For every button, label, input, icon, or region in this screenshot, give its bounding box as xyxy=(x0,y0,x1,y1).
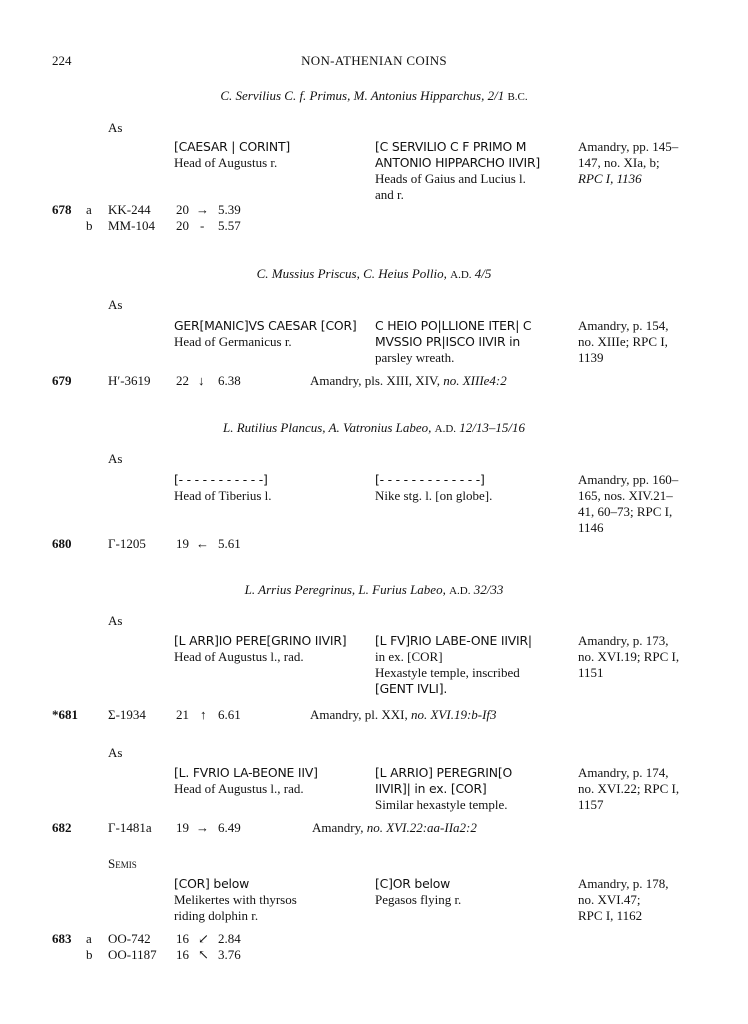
diameter: 21 xyxy=(176,707,189,722)
reverse-description: C HEIO PO|LLIONE ITER| C MVSSIO PR|ISCO IIVIR in parsley wreath. xyxy=(375,318,532,365)
entry-number: 678 xyxy=(52,202,72,217)
section-heading: L. Arrius Peregrinus, L. Furius Labeo, A.D. 32/33 xyxy=(244,582,504,597)
reverse-description: [L FV]RIO LABE-ONE IIVIR| in ex. [COR] Hexastyle temple, inscribed [GENT IVLI]. xyxy=(375,633,532,696)
references: Amandry, p. 154, no. XIIIe; RPC I, 1139 xyxy=(578,318,669,365)
diameter: 16 xyxy=(176,947,189,962)
inventory-number: OO-1187 xyxy=(108,947,157,962)
references: Amandry, p. 173, no. XVI.19; RPC I, 1151 xyxy=(578,633,680,680)
denomination: As xyxy=(108,451,123,466)
denomination: As xyxy=(108,745,123,760)
obverse-description: [- - - - - - - - - - -] Head of Tiberius l. xyxy=(174,472,272,503)
entry-number: 680 xyxy=(52,536,72,551)
inventory-number: H′-3619 xyxy=(108,373,151,388)
weight: 5.39 xyxy=(218,202,241,217)
weight: 5.57 xyxy=(218,218,241,233)
obverse-description: [CAESAR | CORINT] Head of Augustus r. xyxy=(174,139,290,170)
references: Amandry, pp. 145– 147, no. XIa, b; RPC I, 1136 xyxy=(578,139,679,186)
references: Amandry, p. 174, no. XVI.22; RPC I, 1157 xyxy=(578,765,680,812)
diameter: 20 xyxy=(176,218,189,233)
plate-reference: Amandry, pls. XIII, XIV, no. XIIIe4:2 xyxy=(310,373,507,388)
plate-reference: Amandry, no. XVI.22:aa-IIa2:2 xyxy=(312,820,477,835)
running-title: NON-ATHENIAN COINS xyxy=(301,53,447,68)
obverse-description: [L ARR]IO PERE[GRINO IIVIR] Head of Augustus l., rad. xyxy=(174,633,347,664)
references: Amandry, p. 178, no. XVI.47; RPC I, 1162 xyxy=(578,876,669,923)
page-number: 224 xyxy=(52,53,72,68)
weight: 6.61 xyxy=(218,707,241,722)
inventory-number: OO-742 xyxy=(108,931,151,946)
obverse-description: [L. FVRIO LA-BEONE IIV] Head of Augustus l., rad. xyxy=(174,765,318,796)
inventory-number: Γ-1205 xyxy=(108,536,146,551)
entry-sub: a xyxy=(86,202,92,217)
section-heading: C. Servilius C. f. Primus, M. Antonius Hipparchus, 2/1 B.C. xyxy=(220,88,528,103)
reverse-description: [C]OR below Pegasos flying r. xyxy=(375,876,462,907)
die-axis: ↖ xyxy=(198,947,209,962)
references: Amandry, pp. 160– 165, nos. XIV.21– 41, 60–73; RPC I, 1146 xyxy=(578,472,679,535)
die-axis: ← xyxy=(196,536,209,551)
denomination: As xyxy=(108,120,123,135)
entry-sub: a xyxy=(86,931,92,946)
inventory-number: MM-104 xyxy=(108,218,155,233)
entry-sub: b xyxy=(86,218,93,233)
diameter: 16 xyxy=(176,931,189,946)
weight: 6.38 xyxy=(218,373,241,388)
weight: 3.76 xyxy=(218,947,241,962)
die-axis: ↑ xyxy=(200,707,207,722)
weight: 5.61 xyxy=(218,536,241,551)
diameter: 20 xyxy=(176,202,189,217)
denomination: Semis xyxy=(108,856,137,871)
inventory-number: Σ-1934 xyxy=(108,707,146,722)
obverse-description: GER[MANIC]VS CAESAR [COR] Head of Germanicus r. xyxy=(174,318,357,349)
plate-reference: Amandry, pl. XXI, no. XVI.19:b-If3 xyxy=(310,707,497,722)
die-axis: ↙ xyxy=(198,931,209,946)
inventory-number: Γ-1481a xyxy=(108,820,152,835)
section-heading: C. Mussius Priscus, C. Heius Pollio, A.D. 4/5 xyxy=(256,266,492,281)
die-axis: → xyxy=(196,202,209,217)
reverse-description: [C SERVILIO C F PRIMO M ANTONIO HIPPARCHO IIVIR] Heads of Gaius and Lucius l. and r. xyxy=(375,139,541,202)
entry-number: 683 xyxy=(52,931,72,946)
entry-sub: b xyxy=(86,947,93,962)
obverse-description: [COR] below Melikertes with thyrsos riding dolphin r. xyxy=(174,876,297,923)
inventory-number: KK-244 xyxy=(108,202,151,217)
denomination: As xyxy=(108,297,123,312)
entry-number: 682 xyxy=(52,820,72,835)
weight: 2.84 xyxy=(218,931,241,946)
die-axis: → xyxy=(196,820,209,835)
diameter: 19 xyxy=(176,536,189,551)
entry-number: 679 xyxy=(52,373,72,388)
diameter: 22 xyxy=(176,373,189,388)
reverse-description: [L ARRIO] PEREGRIN[O IIVIR]| in ex. [COR] Similar hexastyle temple. xyxy=(375,765,513,812)
entry-number: *681 xyxy=(52,707,78,722)
weight: 6.49 xyxy=(218,820,241,835)
denomination: As xyxy=(108,613,123,628)
die-axis: - xyxy=(200,218,205,233)
reverse-description: [- - - - - - - - - - - - -] Nike stg. l. [on globe]. xyxy=(375,472,493,503)
die-axis: ↓ xyxy=(198,373,205,388)
diameter: 19 xyxy=(176,820,189,835)
section-heading: L. Rutilius Plancus, A. Vatronius Labeo, A.D. 12/13–15/16 xyxy=(223,420,525,435)
